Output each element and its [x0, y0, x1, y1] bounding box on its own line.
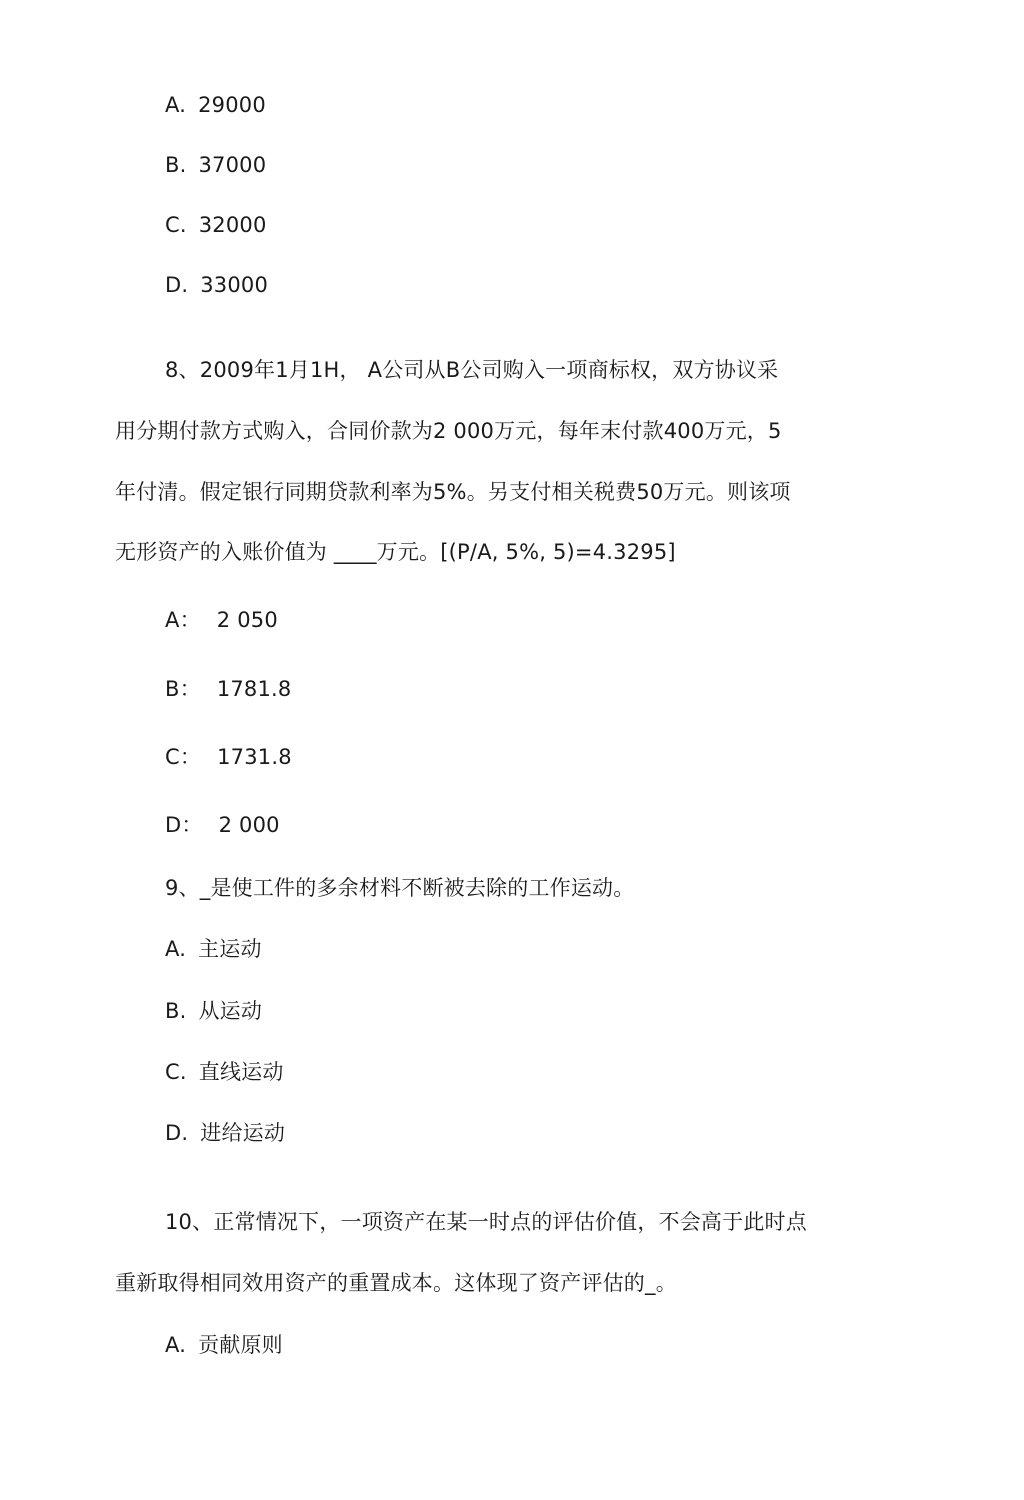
q8-stem-line-1: 8、2009年1月1H， A公司从B公司购入一项商标权，双方协议采	[165, 358, 779, 382]
q8-stem-line-2: 用分期付款方式购入，合同价款为2 000万元，每年末付款400万元，5	[115, 419, 782, 443]
option-text: 33000	[200, 273, 269, 297]
option-text: 贡献原则	[198, 1333, 283, 1357]
q9-option-d	[165, 1118, 285, 1148]
q7-option-d	[165, 270, 268, 300]
option-text: 进给运动	[200, 1121, 286, 1145]
option-label: B：	[165, 677, 201, 701]
q9-option-c	[165, 1057, 284, 1087]
option-text: 直线运动	[198, 1060, 284, 1084]
option-label: A：	[165, 608, 201, 632]
q9-option-a	[165, 934, 262, 964]
option-label: A.	[165, 93, 187, 117]
q8-option-c	[165, 742, 292, 772]
option-label: B.	[165, 153, 187, 177]
option-label: D.	[165, 1121, 189, 1145]
q8-stem-line-4: 无形资产的入账价值为 ____万元。[(P/A, 5%, 5)=4.3295]	[115, 540, 676, 564]
option-label: B.	[165, 999, 187, 1023]
q8-option-a	[165, 605, 278, 635]
q7-option-b	[165, 150, 266, 180]
q9-option-b	[165, 996, 262, 1026]
option-label: D：	[165, 813, 203, 837]
option-text: 主运动	[198, 937, 262, 961]
option-text: 32000	[198, 213, 267, 237]
q10-option-a	[165, 1330, 283, 1360]
option-label: C.	[165, 1060, 187, 1084]
q7-option-c	[165, 210, 267, 240]
q10-stem-line-2: 重新取得相同效用资产的重置成本。这体现了资产评估的_。	[115, 1271, 677, 1295]
option-text: 37000	[198, 153, 267, 177]
option-text: 从运动	[198, 999, 263, 1023]
option-label: C.	[165, 213, 187, 237]
option-text: 1731.8	[217, 745, 292, 769]
q8-option-b	[165, 674, 292, 704]
q9-stem: 9、_是使工件的多余材料不断被去除的工作运动。	[165, 876, 635, 900]
option-text: 2 000	[218, 813, 280, 837]
option-text: 1781.8	[216, 677, 292, 701]
option-label: D.	[165, 273, 189, 297]
q7-option-a	[165, 90, 266, 120]
q8-stem-line-3: 年付清。假定银行同期贷款利率为5%。另支付相关税费50万元。则该项	[115, 480, 791, 504]
q10-stem-line-1: 10、正常情况下，一项资产在某一时点的评估价值，不会高于此时点	[165, 1210, 807, 1234]
option-label: A.	[165, 937, 187, 961]
q8-option-d	[165, 810, 280, 840]
option-text: 2 050	[216, 608, 278, 632]
option-text: 29000	[198, 93, 266, 117]
option-label: C：	[165, 745, 202, 769]
option-label: A.	[165, 1333, 187, 1357]
